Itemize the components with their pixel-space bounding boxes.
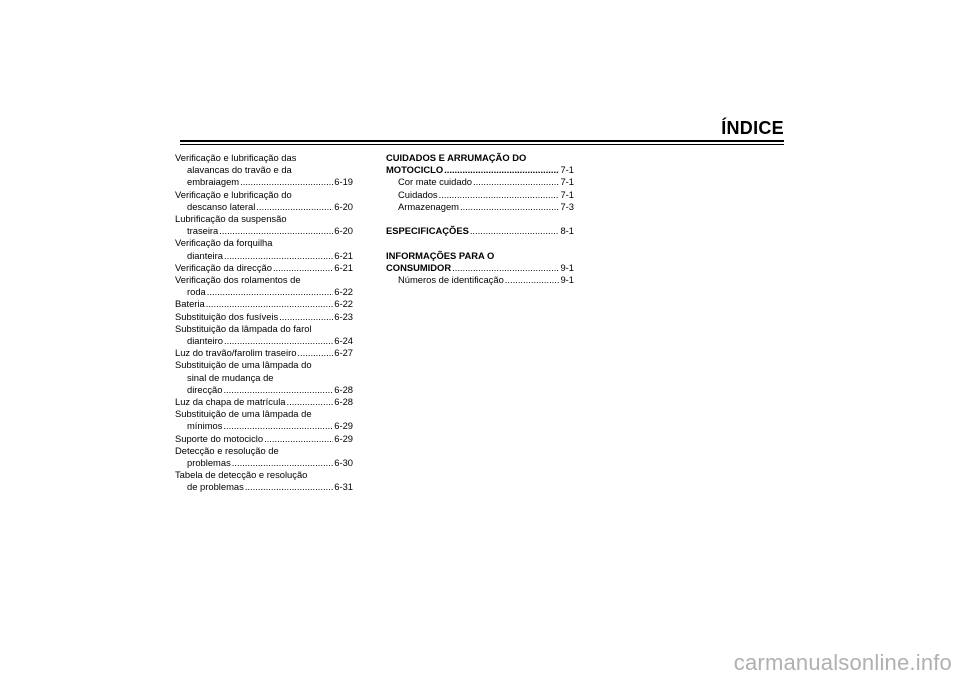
leader-dots: [223, 384, 333, 396]
leader-dots: [444, 164, 559, 176]
toc-entry[interactable]: [175, 274, 353, 298]
toc-entry-label: Tabela de detecção e resolução: [175, 469, 308, 481]
page-number: 6-29: [334, 420, 353, 432]
toc-entry-line: [175, 213, 353, 225]
toc-entry-label: Verificação e lubrificação do: [175, 188, 292, 200]
leader-dots: [273, 262, 333, 274]
page-number: 6-30: [334, 457, 353, 469]
toc-section-care[interactable]: [386, 152, 574, 176]
toc-entry-line: [175, 225, 353, 237]
page-number: 6-19: [334, 176, 353, 188]
toc-entry[interactable]: [175, 189, 353, 213]
toc-entry-line: [175, 311, 353, 323]
toc-section-specifications[interactable]: ESPECIFICAÇÕES ..... 8-1: [386, 225, 574, 237]
toc-entry[interactable]: [175, 469, 353, 493]
page-number: 6-21: [334, 261, 353, 273]
title-rule-thick: [180, 140, 784, 142]
toc-entry-label: Detecção e resolução de: [175, 444, 279, 456]
toc-entry-line: [175, 396, 353, 408]
page-number: 7-3: [560, 200, 574, 212]
page-number: 6-20: [334, 225, 353, 237]
toc-entry[interactable]: [175, 213, 353, 237]
leader-dots: [473, 176, 559, 188]
toc-entry[interactable]: [175, 311, 353, 323]
toc-entry-label: Suporte do motociclo: [175, 432, 264, 444]
toc-entry-label: descanso lateral: [187, 200, 256, 212]
page-number: 6-22: [334, 298, 353, 310]
page-number: 8-1: [560, 225, 574, 237]
toc-entry-label: de problemas: [187, 481, 244, 493]
toc-entry-line: [175, 445, 353, 457]
toc-left-column: [175, 152, 353, 494]
page-number: 7-1: [560, 188, 574, 200]
toc-entry-label: alavancas do travão e da: [187, 164, 292, 176]
page-title: ÍNDICE: [721, 118, 784, 138]
leader-dots: [219, 225, 333, 237]
toc-entry-label: embraiagem: [187, 176, 240, 188]
toc-entry[interactable]: [175, 396, 353, 408]
toc-section-line: MOTOCICLO ..... 7-1: [386, 164, 574, 176]
toc-entry-line: [175, 469, 353, 481]
toc-entry-line: [175, 189, 353, 201]
toc-entry-label: sinal de mudança de: [187, 371, 274, 383]
toc-entry-label: Substituição da lâmpada do farol: [175, 322, 312, 334]
toc-entry-line: [175, 481, 353, 493]
toc-entry-line: [175, 274, 353, 286]
page-number: 6-31: [334, 481, 353, 493]
toc-section-line: CUIDADOS E ARRUMAÇÃO DO: [386, 152, 527, 163]
toc-entry-label: Luz do travão/farolim traseiro: [175, 347, 297, 359]
toc-entry[interactable]: [175, 347, 353, 359]
leader-dots: [232, 457, 333, 469]
watermark: carmanualsonline.info: [733, 650, 952, 675]
title-rule-thin: [180, 144, 784, 145]
toc-entry[interactable]: Números de identificação ..... 9-1: [386, 274, 574, 286]
toc-entry-line: [175, 408, 353, 420]
page-number: 6-20: [334, 200, 353, 212]
toc-entry-label: problemas: [187, 457, 231, 469]
leader-dots: [224, 250, 333, 262]
toc-entry-label: mínimos: [187, 420, 223, 432]
page-number: 6-27: [334, 347, 353, 359]
toc-entry-line: [175, 347, 353, 359]
leader-dots: [505, 274, 560, 286]
page-number: 6-29: [334, 432, 353, 444]
toc-right-column: [386, 152, 574, 286]
toc-entry-line: [175, 457, 353, 469]
toc-entry-label: Verificação da direcção: [175, 261, 272, 273]
toc-entry[interactable]: [175, 445, 353, 469]
toc-entry-label: Substituição dos fusíveis: [175, 310, 279, 322]
page-number: 9-1: [560, 274, 574, 285]
toc-entry-line: [175, 250, 353, 262]
toc-entry-label: Bateria: [175, 298, 205, 310]
toc-entry[interactable]: [175, 237, 353, 261]
toc-entry-label: dianteiro: [187, 335, 223, 347]
leader-dots: [256, 201, 333, 213]
toc-entry-label: Verificação dos rolamentos de: [175, 274, 301, 286]
leader-dots: [439, 189, 560, 201]
leader-dots: [297, 347, 333, 359]
toc-entry[interactable]: [175, 433, 353, 445]
toc-entry[interactable]: Cuidados ..... 7-1: [386, 189, 574, 201]
leader-dots: [287, 396, 334, 408]
leader-dots: [224, 335, 333, 347]
toc-entry-label: Lubrificação da suspensão: [175, 213, 287, 225]
toc-entry[interactable]: [175, 408, 353, 432]
page-number: 6-24: [334, 335, 353, 347]
toc-entry-line: [175, 384, 353, 396]
toc-section-consumer-info[interactable]: INFORMAÇÕES PARA O CONSUMIDOR ..... 9-1: [386, 250, 574, 274]
toc-entry-line: [175, 323, 353, 335]
toc-entry[interactable]: Armazenagem ..... 7-3: [386, 201, 574, 213]
leader-dots: [470, 225, 560, 237]
page-number: 6-28: [334, 396, 353, 408]
toc-entry-label: Verificação da forquilha: [175, 237, 273, 249]
toc-entry-line: [175, 335, 353, 347]
toc-entry-label: roda: [187, 286, 206, 298]
leader-dots: [240, 176, 333, 188]
toc-entry-line: [175, 262, 353, 274]
toc-entry-line: [175, 164, 353, 176]
toc-entry-label: Substituição de uma lâmpada do: [175, 359, 312, 371]
toc-entry-line: [175, 237, 353, 249]
toc-entry[interactable]: [175, 298, 353, 310]
leader-dots: [279, 311, 333, 323]
toc-entry-line: [175, 176, 353, 188]
page-number: 6-28: [334, 383, 353, 395]
page-number: 9-1: [560, 261, 574, 273]
page-number: 7-1: [560, 164, 574, 176]
page-number: 6-23: [334, 310, 353, 322]
toc-entry-label: direcção: [187, 383, 223, 395]
page-number: 6-21: [334, 249, 353, 261]
leader-dots: [460, 201, 559, 213]
leader-dots: [264, 433, 333, 445]
page-number: 7-1: [560, 176, 574, 188]
toc-entry-line: [175, 420, 353, 432]
toc-entry-label: dianteira: [187, 249, 223, 261]
leader-dots: [245, 481, 333, 493]
toc-entry-label: traseira: [187, 225, 219, 237]
toc-entry-line: [175, 433, 353, 445]
toc-entry-line: [175, 152, 353, 164]
toc-entry-line: [175, 286, 353, 298]
toc-entry-line: [175, 372, 353, 384]
toc-entry[interactable]: Cor mate cuidado ..... 7-1: [386, 176, 574, 188]
toc-entry[interactable]: [175, 359, 353, 396]
toc-entry-line: [175, 201, 353, 213]
page-number: 6-22: [334, 286, 353, 298]
toc-entry-line: [175, 298, 353, 310]
leader-dots: [223, 420, 333, 432]
toc-entry[interactable]: [175, 152, 353, 189]
leader-dots: [452, 262, 559, 274]
leader-dots: [206, 298, 334, 310]
leader-dots: [207, 286, 333, 298]
toc-entry-label: Verificação e lubrificação das: [175, 152, 297, 163]
toc-entry[interactable]: [175, 262, 353, 274]
toc-entry-label: Substituição de uma lâmpada de: [175, 408, 312, 420]
toc-entry-label: Luz da chapa de matrícula: [175, 396, 286, 408]
toc-entry[interactable]: [175, 323, 353, 347]
toc-entry-line: [175, 359, 353, 371]
